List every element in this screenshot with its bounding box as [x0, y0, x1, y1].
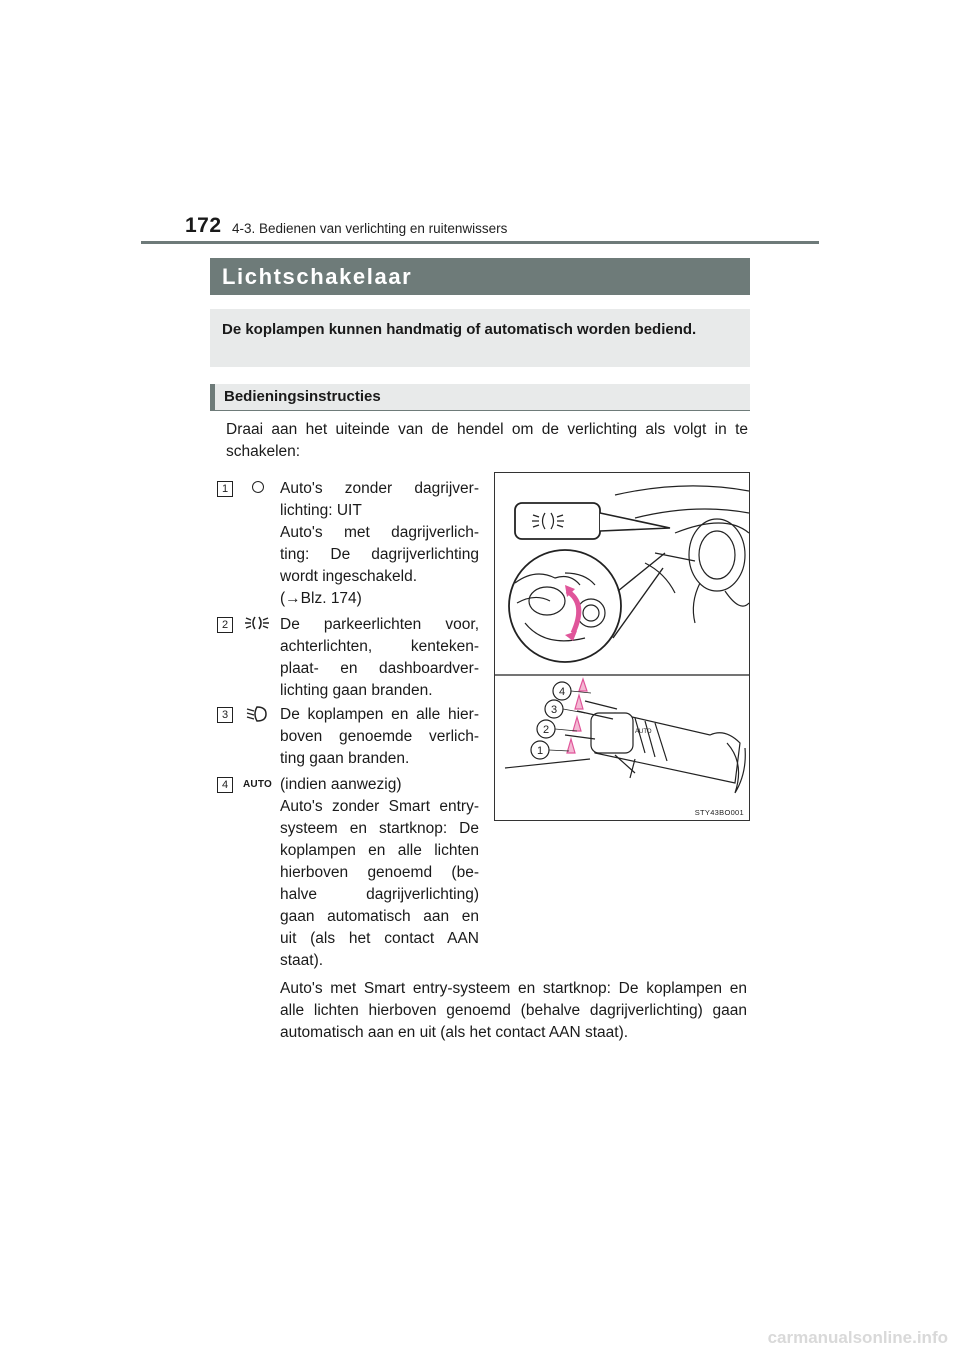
- item-number-1: 1: [217, 481, 233, 497]
- page-number: 172: [185, 214, 222, 237]
- item-2-line: lichting gaan branden.: [280, 682, 433, 699]
- figure-label-1-text: 1: [536, 745, 544, 757]
- instructions-paragraph: Draai aan het uiteinde van de hendel om de verlichting als volgt in te schakelen:: [226, 421, 748, 460]
- header-divider: [141, 241, 819, 244]
- item-4-line: Auto's zonder Smart entry-: [280, 798, 479, 815]
- page-reference[interactable]: [280, 588, 479, 610]
- item-4-line: halve dagrijverlichting): [280, 886, 479, 903]
- parking-lights-icon: [244, 615, 270, 631]
- section-title: Lichtschakelaar: [210, 258, 750, 295]
- item-1-line: wordt ingeschakeld.: [280, 568, 417, 585]
- chapter-title: 4-3. Bedienen van verlichting en ruitenwissers: [232, 221, 508, 236]
- item-description-4: [280, 774, 479, 972]
- item-4-line: staat).: [280, 952, 324, 969]
- subsection-title: Bedieningsinstructies: [210, 384, 750, 411]
- ref-open: (: [280, 590, 286, 607]
- item-3-line: ting gaan branden.: [280, 750, 410, 767]
- item-3-line: boven genoemde verlich-: [280, 728, 479, 745]
- item-description-2: [280, 614, 479, 702]
- item-4-line: (indien aanwezig): [280, 776, 402, 793]
- item-number-2: 2: [217, 617, 233, 633]
- light-switch-figure: [494, 472, 750, 821]
- ref-text: Blz. 174): [300, 590, 362, 607]
- switch-label-auto: AUTO: [635, 729, 652, 735]
- arrow-right-icon: →: [285, 590, 301, 607]
- final-paragraph: Auto's met Smart entry-systeem en startknop: De koplampen en alle lichten hierboven genoemd (behalve dagrijverlichting) gaan automatisch aan en uit (als het contact AAN staat).: [280, 980, 747, 1041]
- headlight-off-icon: [252, 481, 264, 493]
- intro-box: De koplampen kunnen handmatig of automatisch worden bediend.: [210, 309, 750, 367]
- item-1-line: Auto's met dagrijverlich-: [280, 524, 479, 541]
- item-1-line: lichting: UIT: [280, 502, 362, 519]
- item-2-line: De parkeerlichten voor,: [280, 616, 479, 633]
- item-3-line: De koplampen en alle hier-: [280, 706, 479, 723]
- item-1-line: ting: De dagrijverlichting: [280, 546, 479, 563]
- item-4-line: hierboven genoemd (be-: [280, 864, 479, 881]
- item-4-line: gaan automatisch aan en: [280, 908, 479, 925]
- item-4-line: uit (als het contact AAN: [280, 930, 479, 947]
- item-number-3: 3: [217, 707, 233, 723]
- headlight-low-beam-icon: [246, 705, 268, 723]
- watermark: carmanualsonline.info: [767, 1328, 948, 1347]
- item-number-4: 4: [217, 777, 233, 793]
- figure-label-3-text: 3: [550, 704, 558, 716]
- item-4-line: systeem en startknop: De: [280, 820, 479, 837]
- item-4-line: koplampen en alle lichten: [280, 842, 479, 859]
- item-description-3: [280, 704, 479, 770]
- auto-icon: AUTO: [243, 779, 272, 790]
- item-1-line: Auto's zonder dagrijver-: [280, 480, 479, 497]
- figure-code: STY43BO001: [694, 808, 744, 817]
- figure-illustration: [495, 473, 749, 820]
- item-2-line: plaat- en dashboardver-: [280, 660, 479, 677]
- figure-label-2-text: 2: [542, 724, 550, 736]
- figure-label-4-text: 4: [558, 686, 566, 698]
- item-description-1: [280, 478, 479, 610]
- item-2-line: achterlichten, kenteken-: [280, 638, 479, 655]
